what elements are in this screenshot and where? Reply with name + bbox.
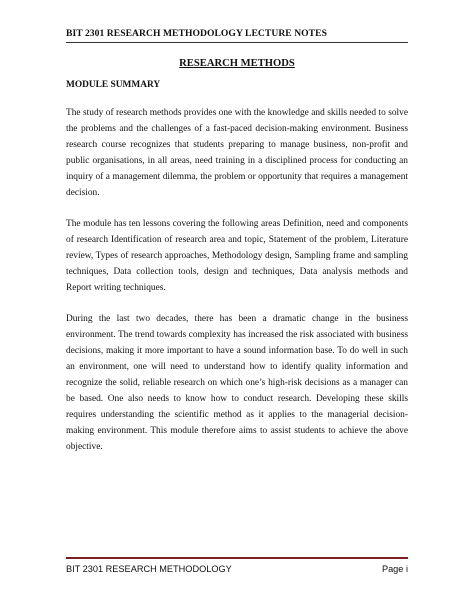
- footer-course-title: BIT 2301 RESEARCH METHODOLOGY: [66, 564, 232, 574]
- header-rule: [66, 42, 408, 43]
- page-number: Page i: [381, 564, 408, 574]
- page-title: RESEARCH METHODS: [179, 58, 295, 69]
- footer-rule: [66, 557, 408, 559]
- paragraph-lessons: The module has ten lessons covering the following areas Definition, need and components of research Identification of research area and topic, Statement of the problem, Literature review, Types of research approaches, Methodology design, Sampling frame and sampling techniques, Data collection tools, design and techniques, Data analysis methods and Report writing techniques.: [66, 219, 408, 294]
- running-header: BIT 2301 RESEARCH METHODOLOGY LECTURE NOTES: [66, 28, 327, 39]
- paragraph-intro: The study of research methods provides one with the knowledge and skills needed to solve the problems and the challenges of a fast-paced decision-making environment. Business research course recognizes that students preparing to manage business, non-profit and public organisations, in all areas, need training in a disciplined process for conducting an inquiry of a management dilemma, the problem or opportunity that requires a management decision.: [66, 108, 408, 198]
- section-heading: MODULE SUMMARY: [66, 80, 161, 90]
- paragraph-objective: During the last two decades, there has been a dramatic change in the business environment. The trend towards complexity has increased the risk associated with business decisions, making it more important to have a sound information base. To do well in such an environment, one will need to understand how to identify quality information and recognize the solid, reliable research on which one’s high-risk decisions as a manager can be based. One also needs to know how to conduct research. Developing these skills requires understanding the scientific method as it applies to the managerial decision-making environment. This module therefore aims to assist students to achieve the above objective.: [66, 314, 408, 452]
